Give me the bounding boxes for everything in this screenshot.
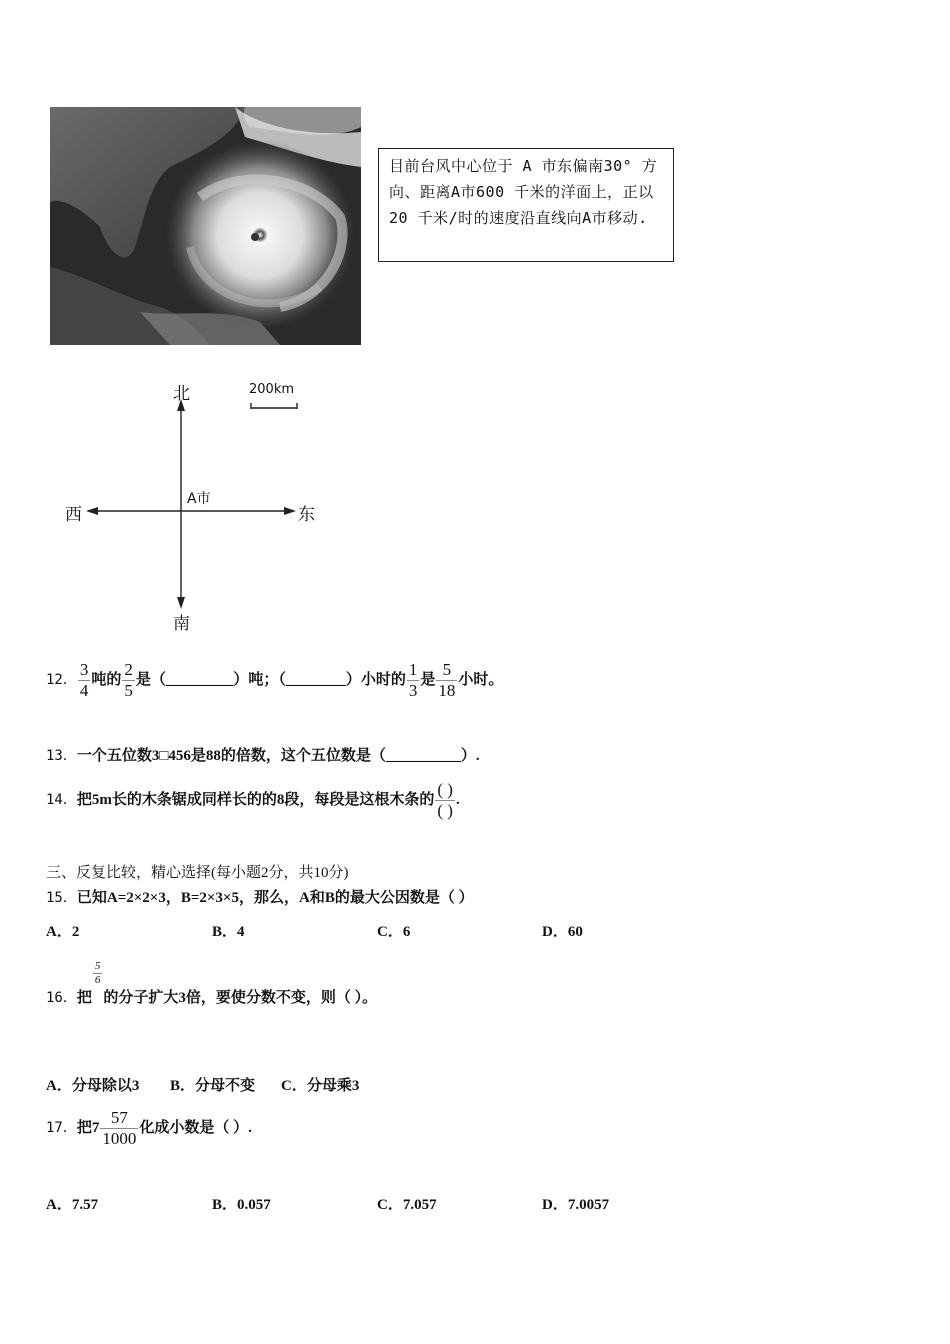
question-text: 小时。 (458, 671, 504, 688)
fraction-denominator: 4 (79, 681, 89, 700)
question-13 (46, 744, 480, 765)
question-17 (46, 1108, 252, 1149)
question-14 (46, 780, 460, 821)
question-text: 是（_________）吨；（________）小时的 (135, 671, 406, 688)
fraction (436, 660, 457, 701)
question-number: 12． (46, 671, 77, 688)
fraction (93, 960, 103, 987)
question-text: 一个五位数3□456是88的倍数，这个五位数是（__________）. (76, 748, 480, 764)
fraction-blank (435, 780, 455, 821)
option-b[interactable]: B．分母不变 (170, 1078, 256, 1094)
question-text: 把5m长的木条锯成同样长的的8段，每段是这根木条的 (76, 791, 435, 808)
fraction-numerator: 57 (110, 1108, 128, 1127)
compass-center-label: A市 (187, 491, 211, 507)
question-text: 化成小数是（ ）. (139, 1119, 252, 1136)
question-number: 13． (46, 748, 77, 764)
question-text: 的分子扩大3倍，要使分数不变，则（ ）。 (103, 990, 378, 1006)
question-15 (46, 886, 474, 907)
fraction-numerator: 2 (124, 660, 133, 679)
fraction (100, 1108, 138, 1149)
question-text: . (455, 791, 460, 808)
fraction (122, 660, 135, 701)
option-c[interactable]: C．6 (377, 924, 411, 940)
fraction-denominator: 3 (408, 681, 418, 700)
typhoon-satellite-image (50, 107, 361, 345)
question-12 (46, 660, 503, 701)
fraction-numerator: ( ) (437, 780, 453, 799)
typhoon-info-box (378, 148, 674, 262)
question-text: 已知A=2×2×3，B=2×3×5，那么，A和B的最大公因数是（ ） (76, 890, 474, 906)
option-b[interactable]: B．0.057 (212, 1197, 271, 1213)
fraction-numerator: 5 (442, 660, 452, 679)
option-a[interactable]: A．2 (46, 924, 80, 940)
section-title-text: 三、反复比较，精心选择(每小题2分，共10分) (46, 865, 349, 881)
question-text: 把7 (76, 1119, 100, 1136)
fraction-numerator: 5 (94, 960, 101, 972)
compass-diagram (60, 375, 330, 635)
fraction-numerator: 3 (79, 660, 89, 679)
fraction-numerator: 1 (408, 660, 418, 679)
option-c[interactable]: C．分母乘3 (281, 1078, 360, 1094)
compass-north-label: 北 (173, 384, 190, 404)
compass-scale-label: 200km (249, 382, 295, 397)
question-text: 是 (420, 671, 436, 688)
option-c[interactable]: C．7.057 (377, 1197, 437, 1213)
question-text: 吨的 (91, 671, 122, 688)
fraction-denominator: 5 (124, 681, 133, 700)
option-b[interactable]: B．4 (212, 924, 245, 940)
fraction (78, 660, 91, 701)
question-number: 14． (46, 791, 77, 808)
fraction (407, 660, 420, 701)
option-d[interactable]: D．7.0057 (542, 1197, 610, 1213)
typhoon-info-text: 目前台风中心位于 A 市东偏南30° 方向、距离A市600 千米的洋面上，正以 20 千米/时的速度沿直线向A市移动. (389, 157, 658, 227)
question-16 (46, 960, 378, 1006)
fraction-denominator: 1000 (102, 1129, 137, 1148)
option-a[interactable]: A．分母除以3 (46, 1078, 140, 1094)
fraction-denominator: 18 (438, 681, 456, 700)
question-text: 把 (76, 990, 92, 1006)
question-number: 15． (46, 890, 77, 906)
fraction-denominator: ( ) (437, 801, 453, 820)
compass-south-label: 南 (173, 614, 190, 634)
question-number: 16． (46, 990, 77, 1006)
option-a[interactable]: A．7.57 (46, 1197, 99, 1213)
fraction-denominator: 6 (94, 974, 101, 986)
compass-east-label: 东 (298, 505, 315, 525)
compass-west-label: 西 (65, 505, 82, 525)
question-number: 17． (46, 1119, 77, 1136)
option-d[interactable]: D．60 (542, 924, 583, 940)
section-title (46, 861, 349, 882)
